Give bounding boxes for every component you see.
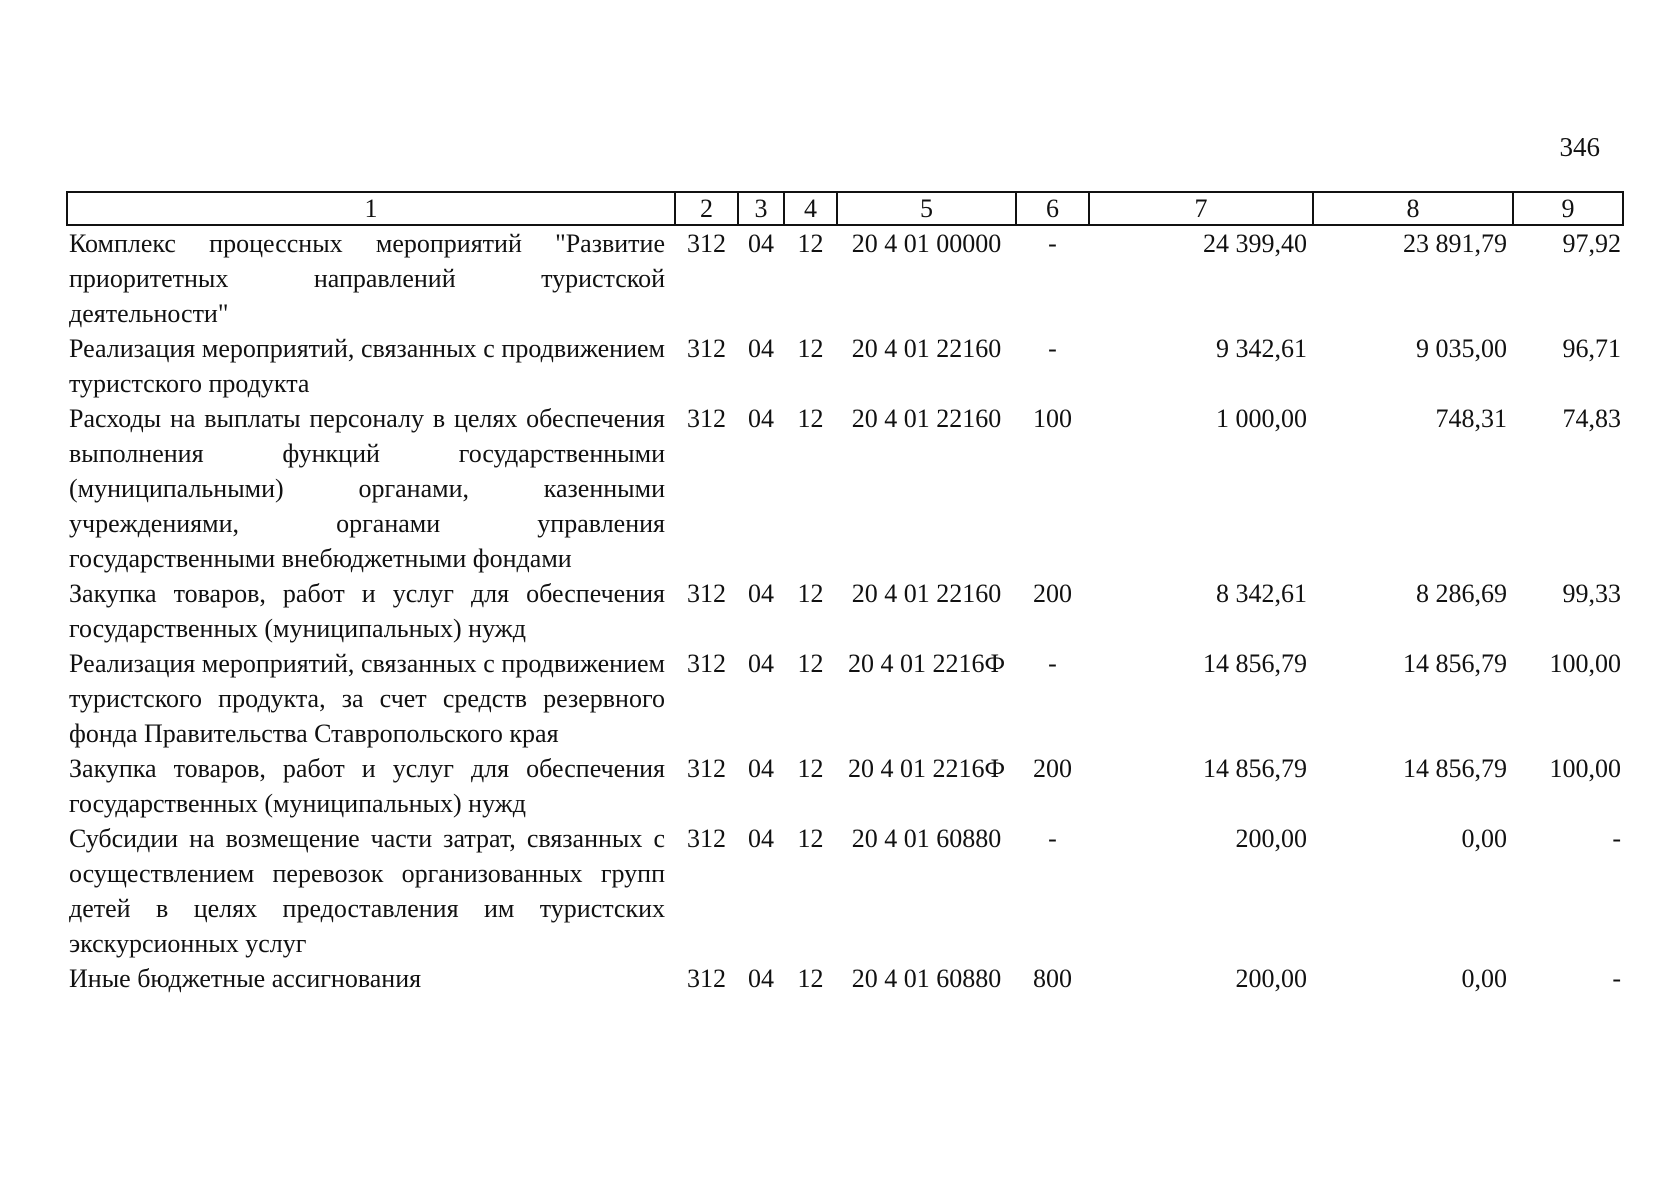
- header-cell-9: 9: [1513, 192, 1623, 225]
- row-name: Реализация мероприятий, связанных с продвижением туристского продукта, за счет средств резервного фонда Правительства Ставропольского края: [69, 649, 665, 748]
- row-ved: 312: [687, 754, 726, 783]
- page-number: 346: [1559, 132, 1600, 162]
- row-rz: 04: [748, 404, 774, 433]
- row-pr: 12: [797, 404, 824, 433]
- row-percent: -: [1612, 964, 1621, 993]
- table-row: [67, 961, 1623, 996]
- row-rz: 04: [748, 579, 774, 608]
- row-vr: 100: [1033, 404, 1072, 433]
- row-vr: 200: [1033, 754, 1072, 783]
- row-percent: 74,83: [1562, 404, 1621, 433]
- header-cell-7: 7: [1089, 192, 1313, 225]
- row-planned: 14 856,79: [1203, 754, 1307, 783]
- row-name: Расходы на выплаты персоналу в целях обеспечения выполнения функций государственными (муниципальными) органами, казенными учреждениями, органами управления государственными внебюджетными фондами: [69, 404, 665, 573]
- row-rz: 04: [748, 334, 774, 363]
- header-cell-4: 4: [784, 192, 837, 225]
- header-cell-6: 6: [1016, 192, 1089, 225]
- row-name: Комплекс процессных мероприятий "Развитие приоритетных направлений туристской деятельности": [69, 229, 665, 328]
- row-rz: 04: [748, 649, 774, 678]
- row-pr: 12: [797, 824, 824, 853]
- row-planned: 9 342,61: [1216, 334, 1307, 363]
- row-executed: 14 856,79: [1403, 649, 1507, 678]
- row-ved: 312: [687, 229, 726, 258]
- table-row: [67, 576, 1623, 646]
- row-percent: 97,92: [1562, 229, 1621, 258]
- table-row: [67, 401, 1623, 576]
- row-ved: 312: [687, 334, 726, 363]
- row-name: Закупка товаров, работ и услуг для обеспечения государственных (муниципальных) нужд: [69, 754, 665, 818]
- row-csr: 20 4 01 60880: [851, 824, 1002, 853]
- header-cell-3: 3: [738, 192, 784, 225]
- row-rz: 04: [748, 229, 774, 258]
- row-pr: 12: [797, 649, 824, 678]
- table-row: [67, 821, 1623, 961]
- budget-table: [66, 191, 1624, 996]
- row-percent: 96,71: [1562, 334, 1621, 363]
- row-planned: 200,00: [1235, 964, 1307, 993]
- row-executed: 0,00: [1461, 824, 1507, 853]
- row-planned: 1 000,00: [1216, 404, 1307, 433]
- row-pr: 12: [797, 334, 824, 363]
- header-row: [67, 192, 1623, 225]
- row-ved: 312: [687, 964, 726, 993]
- row-rz: 04: [748, 964, 774, 993]
- header-cell-1: 1: [67, 192, 675, 225]
- row-executed: 14 856,79: [1403, 754, 1507, 783]
- row-vr: 800: [1033, 964, 1072, 993]
- header-cell-8: 8: [1313, 192, 1513, 225]
- row-executed: 0,00: [1461, 964, 1507, 993]
- row-csr: 20 4 01 60880: [851, 964, 1002, 993]
- row-percent: 100,00: [1549, 754, 1621, 783]
- row-planned: 14 856,79: [1203, 649, 1307, 678]
- row-pr: 12: [797, 229, 824, 258]
- row-name: Иные бюджетные ассигнования: [69, 964, 422, 993]
- row-ved: 312: [687, 649, 726, 678]
- row-percent: 100,00: [1549, 649, 1621, 678]
- table-row: [67, 331, 1623, 401]
- row-pr: 12: [797, 754, 824, 783]
- row-rz: 04: [748, 754, 774, 783]
- row-planned: 200,00: [1235, 824, 1307, 853]
- row-planned: 24 399,40: [1203, 229, 1307, 258]
- header-cell-5: 5: [837, 192, 1016, 225]
- table-body: [67, 225, 1623, 996]
- row-csr: 20 4 01 22160: [851, 404, 1002, 433]
- row-vr: 200: [1033, 579, 1072, 608]
- row-pr: 12: [797, 964, 824, 993]
- table-header: [67, 192, 1623, 225]
- row-vr: -: [1048, 824, 1057, 853]
- row-rz: 04: [748, 824, 774, 853]
- row-executed: 23 891,79: [1403, 229, 1507, 258]
- row-vr: -: [1048, 334, 1057, 363]
- row-planned: 8 342,61: [1216, 579, 1307, 608]
- table-row: [67, 225, 1623, 331]
- row-vr: -: [1048, 229, 1057, 258]
- row-csr: 20 4 01 22160: [851, 334, 1002, 363]
- row-csr: 20 4 01 00000: [851, 229, 1002, 258]
- table-row: [67, 751, 1623, 821]
- row-csr: 20 4 01 2216Ф: [847, 649, 1006, 678]
- row-csr: 20 4 01 2216Ф: [847, 754, 1006, 783]
- row-percent: 99,33: [1562, 579, 1621, 608]
- header-cell-2: 2: [675, 192, 738, 225]
- row-pr: 12: [797, 579, 824, 608]
- row-name: Реализация мероприятий, связанных с продвижением туристского продукта: [69, 334, 665, 398]
- row-csr: 20 4 01 22160: [851, 579, 1002, 608]
- row-ved: 312: [687, 579, 726, 608]
- row-executed: 748,31: [1435, 404, 1507, 433]
- row-name: Закупка товаров, работ и услуг для обеспечения государственных (муниципальных) нужд: [69, 579, 665, 643]
- table-row: [67, 646, 1623, 751]
- row-ved: 312: [687, 404, 726, 433]
- row-executed: 8 286,69: [1416, 579, 1507, 608]
- row-percent: -: [1612, 824, 1621, 853]
- row-ved: 312: [687, 824, 726, 853]
- row-vr: -: [1048, 649, 1057, 678]
- row-name: Субсидии на возмещение части затрат, связанных с осуществлением перевозок организованных групп детей в целях предоставления им туристских экскурсионных услуг: [69, 824, 665, 958]
- row-executed: 9 035,00: [1416, 334, 1507, 363]
